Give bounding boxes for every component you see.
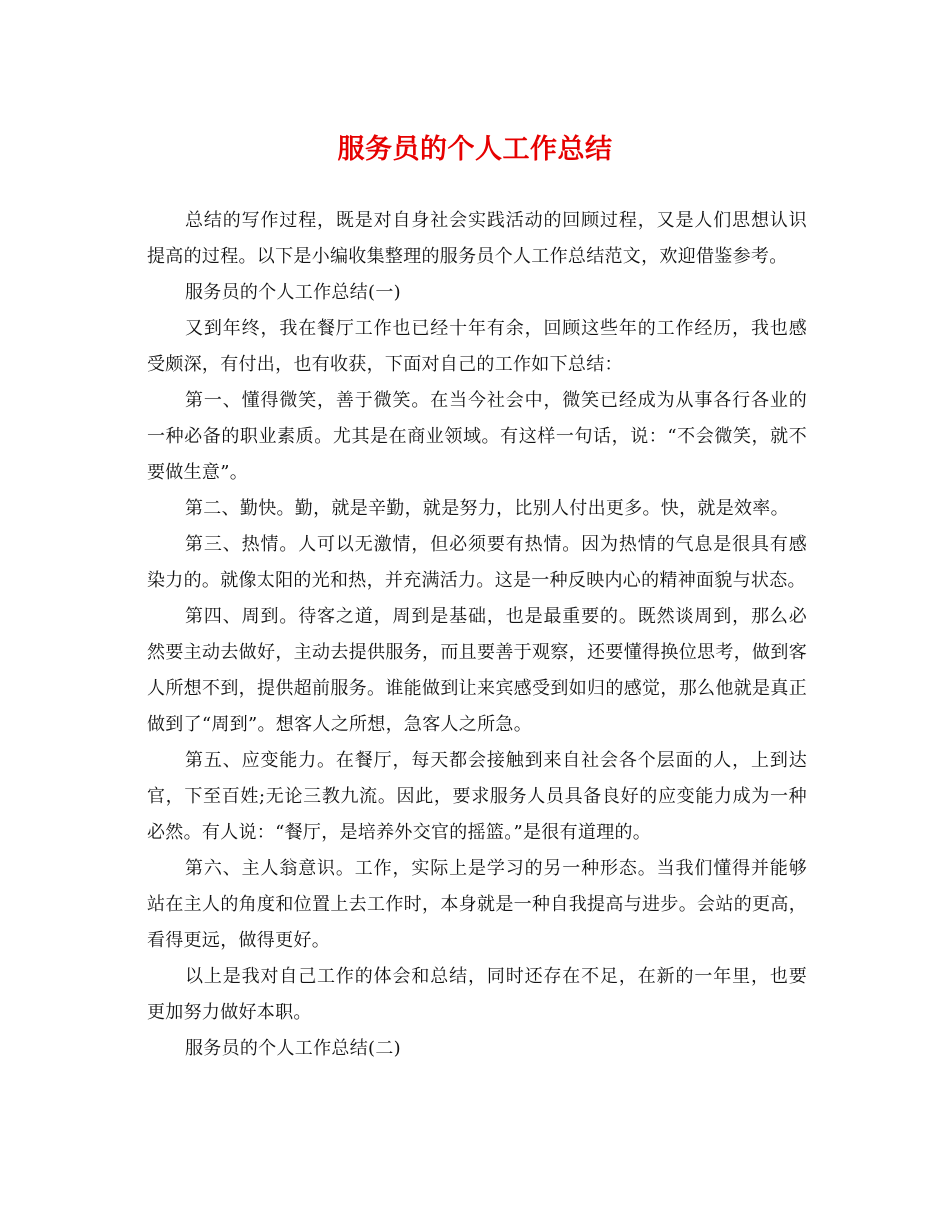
paragraph-point-5: 第五、应变能力。在餐厅，每天都会接触到来自社会各个层面的人，上到达官，下至百姓;无论三教九流。因此，要求服务人员具备良好的应变能力成为一种必然。有人说：“餐厅，是培养外交官的摇篮。”是很有道理的。 — [147, 750, 807, 843]
section-heading-1: 服务员的个人工作总结(一) — [185, 282, 401, 303]
paragraph-point-1: 第一、懂得微笑，善于微笑。在当今社会中，微笑已经成为从事各行各业的一种必备的职业素质。尤其是在商业领域。有这样一句话，说：“不会微笑，就不要做生意”。 — [147, 390, 807, 483]
paragraph-intro: 总结的写作过程，既是对自身社会实践活动的回顾过程，又是人们思想认识提高的过程。以下是小编收集整理的服务员个人工作总结范文，欢迎借鉴参考。 — [147, 210, 807, 267]
section-heading-2: 服务员的个人工作总结(二) — [185, 1038, 401, 1059]
paragraph-point-2: 第二、勤快。勤，就是辛勤，就是努力，比别人付出更多。快，就是效率。 — [185, 498, 789, 519]
document-body — [147, 203, 807, 1067]
document-title: 服务员的个人工作总结 — [337, 134, 613, 165]
paragraph-point-4: 第四、周到。待客之道，周到是基础，也是最重要的。既然谈周到，那么必然要主动去做好，主动去提供服务，而且要善于观察，还要懂得换位思考，做到客人所想不到，提供超前服务。谁能做到让来宾感受到如归的感觉，那么他就是真正做到了“周到”。想客人之所想，急客人之所急。 — [147, 606, 807, 735]
paragraph-point-6: 第六、主人翁意识。工作，实际上是学习的另一种形态。当我们懂得并能够站在主人的角度和位置上去工作时，本身就是一种自我提高与进步。会站的更高，看得更远，做得更好。 — [147, 858, 807, 951]
paragraph-point-3: 第三、热情。人可以无激情，但必须要有热情。因为热情的气息是很具有感染力的。就像太阳的光和热，并充满活力。这是一种反映内心的精神面貌与状态。 — [147, 534, 807, 591]
paragraph-conclusion: 以上是我对自己工作的体会和总结，同时还存在不足，在新的一年里，也要更加努力做好本职。 — [147, 966, 807, 1023]
paragraph-opening: 又到年终，我在餐厅工作也已经十年有余，回顾这些年的工作经历，我也感受颇深，有付出，也有收获，下面对自己的工作如下总结： — [147, 318, 807, 375]
